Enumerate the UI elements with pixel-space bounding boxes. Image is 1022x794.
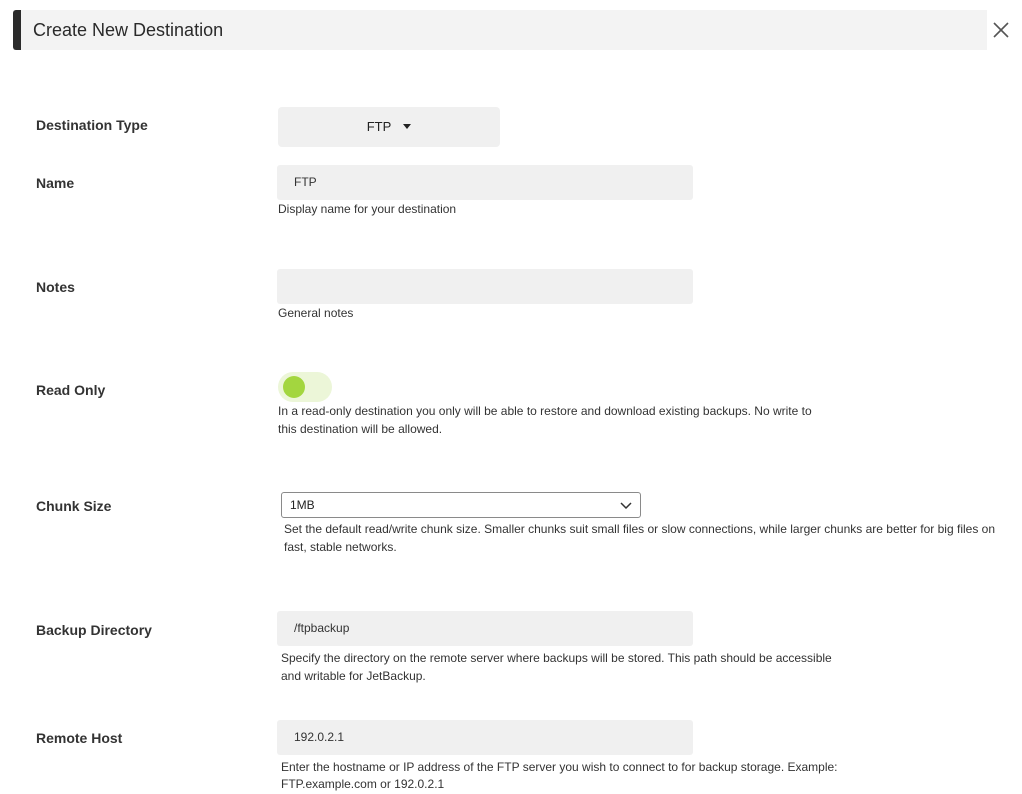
chunk-size-select[interactable] xyxy=(281,492,641,518)
chunk-size-label: Chunk Size xyxy=(36,498,112,514)
header-accent-bar xyxy=(13,10,21,50)
remote-host-help-line2: FTP.example.com or 192.0.2.1 xyxy=(281,777,445,791)
modal-header xyxy=(13,10,987,50)
chevron-down-icon xyxy=(620,500,632,510)
remote-host-help-line1: Enter the hostname or IP address of the FTP server you wish to connect to for backup storage. Example: xyxy=(281,760,838,774)
read-only-label: Read Only xyxy=(36,382,106,398)
toggle-knob xyxy=(283,376,305,398)
name-help: Display name for your destination xyxy=(278,202,457,216)
backup-directory-input[interactable]: /ftpbackup xyxy=(277,611,693,646)
notes-help: General notes xyxy=(278,306,354,320)
caret-down-icon xyxy=(403,124,411,129)
remote-host-label: Remote Host xyxy=(36,730,123,746)
backup-directory-help-line2: and writable for JetBackup. xyxy=(281,669,426,683)
modal-title: Create New Destination xyxy=(33,20,224,40)
chunk-size-help-line1: Set the default read/write chunk size. Smaller chunks suit small files or slow connections, while larger chunks are better for big files on xyxy=(284,522,995,536)
notes-label: Notes xyxy=(36,279,75,295)
read-only-toggle[interactable] xyxy=(278,372,332,402)
destination-type-value: FTP xyxy=(366,119,392,134)
name-input[interactable]: FTP xyxy=(277,165,693,200)
remote-host-input[interactable]: 192.0.2.1 xyxy=(277,720,693,755)
close-button[interactable] xyxy=(990,19,1012,41)
notes-input[interactable] xyxy=(277,269,693,304)
backup-directory-label: Backup Directory xyxy=(36,622,152,638)
read-only-help-line1: In a read-only destination you only will be able to restore and download existing backups. No write to xyxy=(278,404,812,418)
chunk-size-help-line2: fast, stable networks. xyxy=(284,540,397,554)
destination-type-label: Destination Type xyxy=(36,117,148,133)
name-label: Name xyxy=(36,175,75,191)
read-only-help-line2: this destination will be allowed. xyxy=(278,422,443,436)
destination-type-dropdown[interactable] xyxy=(278,107,500,147)
chunk-size-value: 1MB xyxy=(290,498,315,512)
backup-directory-help-line1: Specify the directory on the remote server where backups will be stored. This path should be accessible xyxy=(281,651,832,665)
close-icon xyxy=(990,19,1012,41)
